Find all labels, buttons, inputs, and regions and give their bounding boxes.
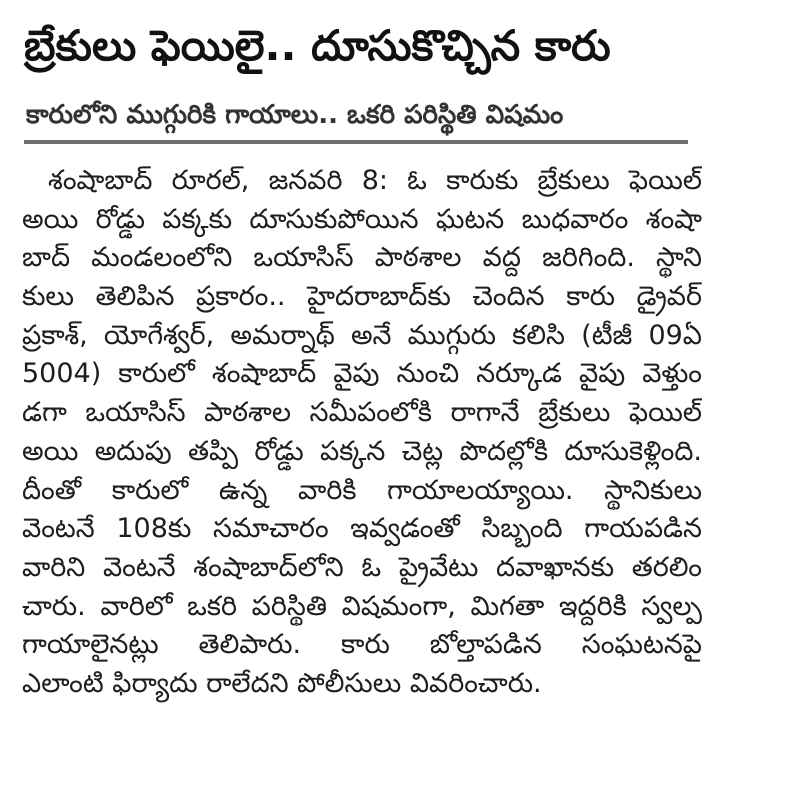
body-line: వెంటనే 108కు సమాచారం ఇవ్వడంతో సిబ్బంది గాయపడిన: [22, 513, 702, 545]
body-line: దీంతో కారులో ఉన్న వారికి గాయాలయ్యాయి. స్థానికులు: [22, 474, 702, 506]
body-line: అయి రోడ్డు పక్కకు దూసుకుపోయిన ఘటన బుధవారం శంషా: [22, 203, 702, 235]
subheadline-underline: [24, 140, 688, 144]
body-line: డగా ఒయాసిస్ పాఠశాల సమీపంలోకి రాగానే బ్రేకులు ఫెయిల్: [22, 397, 702, 429]
body-line-last: ఎలాంటి ఫిర్యాదు రాలేదని పోలీసులు వివరించారు.: [22, 667, 542, 699]
body-line: ప్రకాశ్, యోగేశ్వర్, అమర్నాథ్ అనే ముగ్గురు కలిసి (టీజీ 09ఏ: [22, 319, 702, 351]
headline: బ్రేకులు ఫెయిలై.. దూసుకొచ్చిన కారు: [24, 21, 611, 70]
body-line: కులు తెలిపిన ప్రకారం.. హైదరాబాద్‌కు చెందిన కారు డ్రైవర్: [22, 281, 702, 313]
body-line: శంషాబాద్ రూరల్, జనవరి 8: ఓ కారుకు బ్రేకులు ఫెయిల్: [48, 165, 702, 196]
body-line: వారిని వెంటనే శంషాబాద్‌లోని ఓ ప్రైవేటు దవాఖానకు తరలిం: [22, 551, 702, 583]
body-line: అయి అదుపు తప్పి రోడ్డు పక్కన చెట్ల పొదల్లోకి దూసుకెళ్లింది.: [22, 435, 702, 467]
subheadline: కారులోని ముగ్గురికి గాయాలు.. ఒకరి పరిస్థితి విషమం: [26, 100, 564, 130]
body-line: గాయాలైనట్లు తెలిపారు. కారు బోల్తాపడిన సంఘటనపై: [22, 629, 702, 661]
article-body: [22, 162, 702, 704]
body-line: బాద్ మండలంలోని ఒయాసిస్ పాఠశాల వద్ద జరిగింది. స్థాని: [22, 242, 702, 274]
body-line: చారు. వారిలో ఒకరి పరిస్థితి విషమంగా, మిగతా ఇద్దరికి స్వల్ప: [22, 590, 702, 622]
body-line: 5004) కారులో శంషాబాద్ వైపు నుంచి నర్కూడ వైపు వెళ్తుం: [22, 358, 702, 390]
